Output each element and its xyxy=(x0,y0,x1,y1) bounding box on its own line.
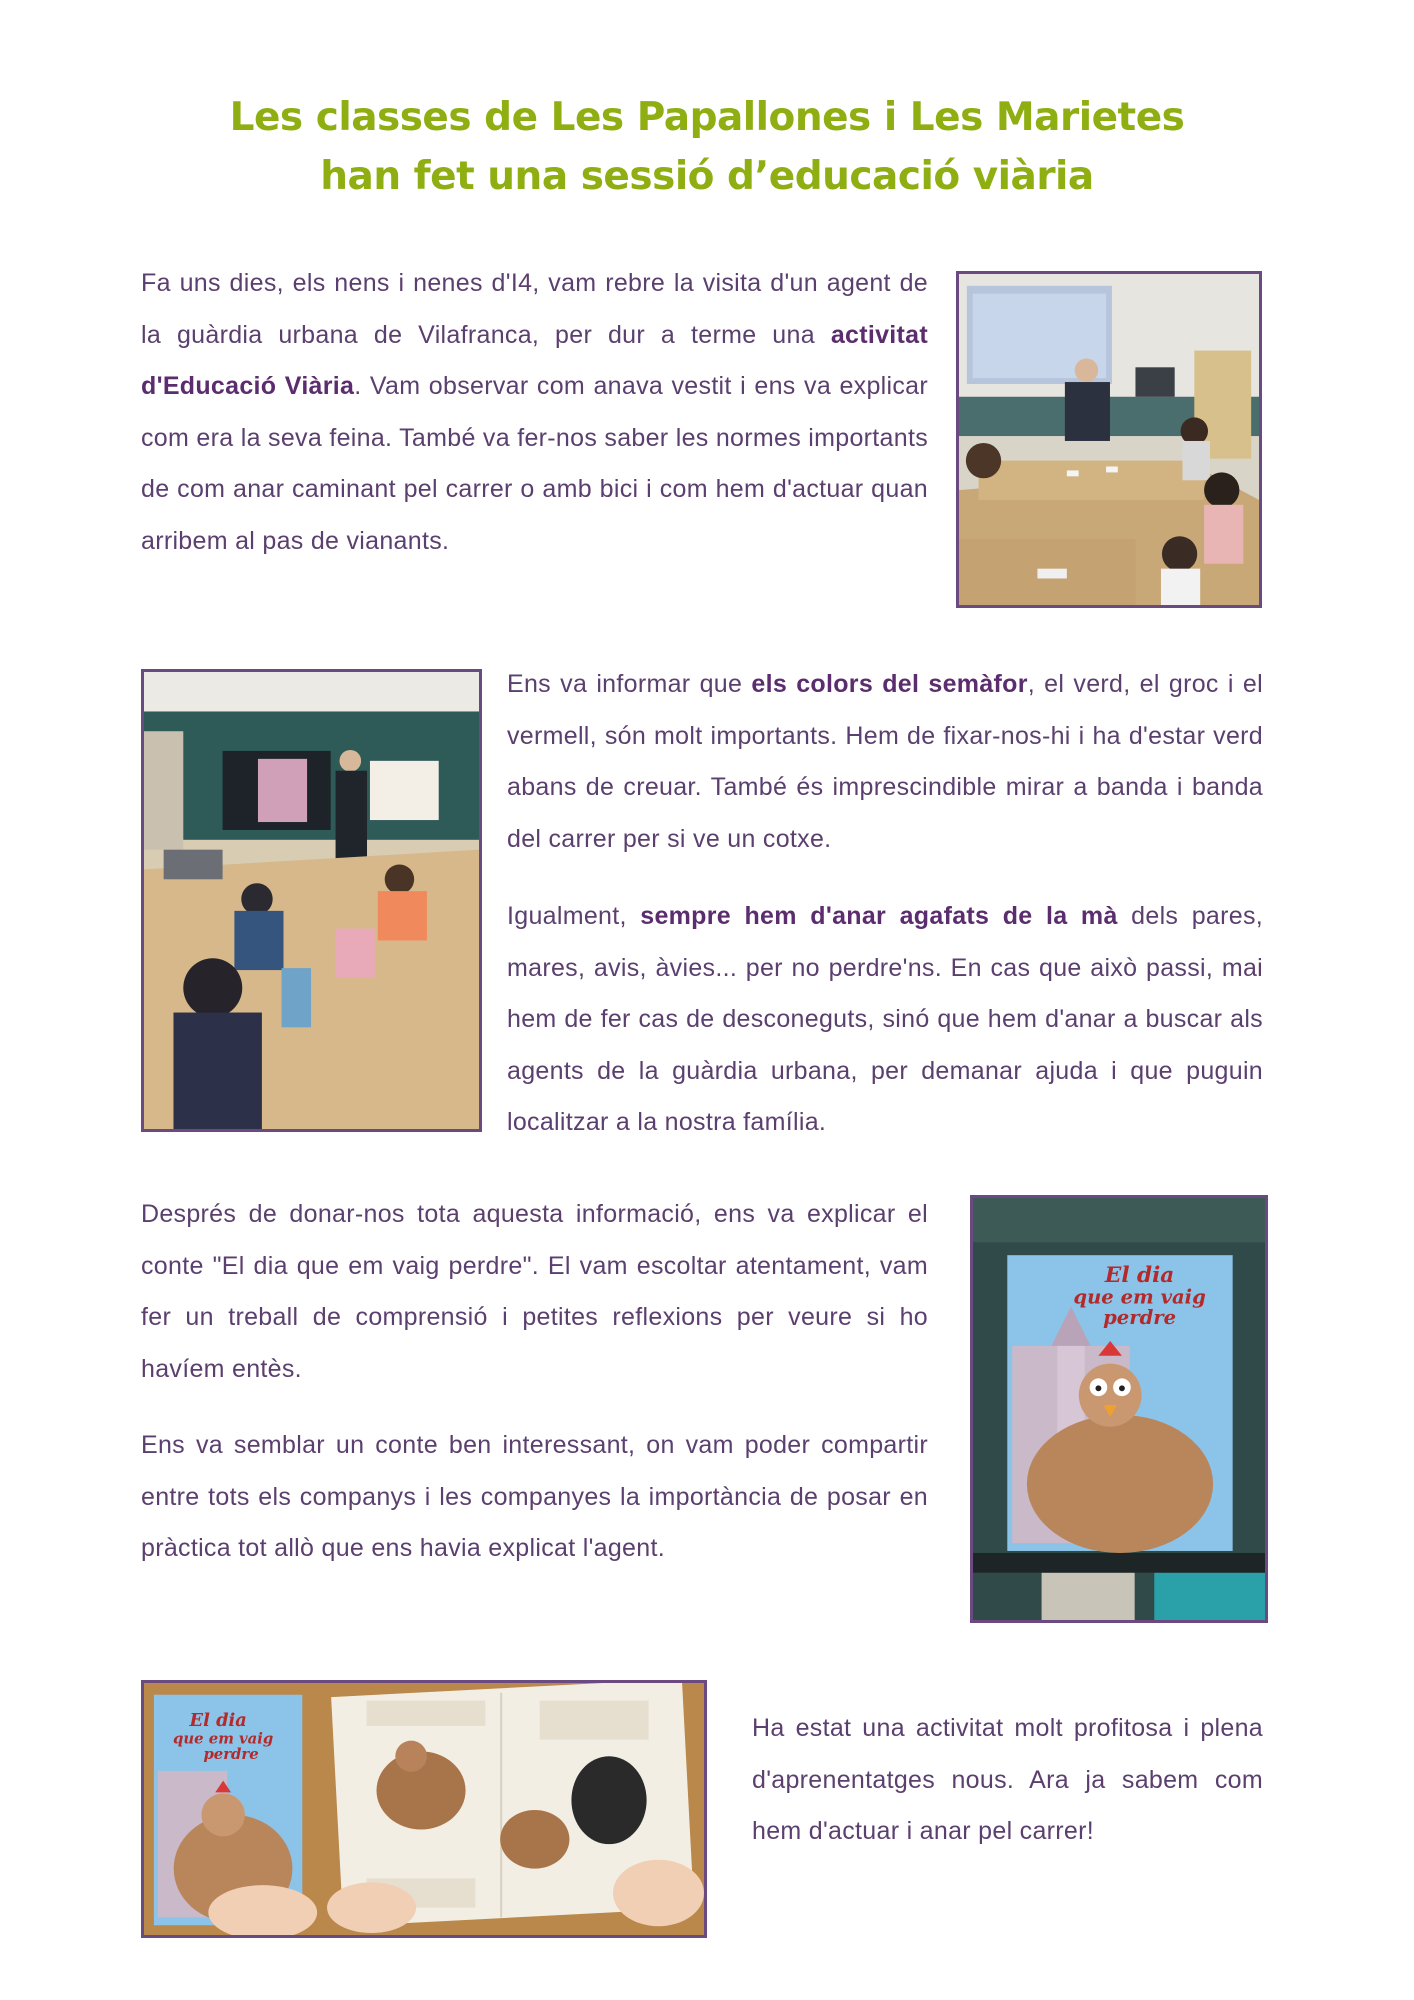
title-line-1: Les classes de Les Papallones i Les Marietes xyxy=(229,95,1185,140)
highlight-activity: activitat d'Educació Viària xyxy=(141,320,928,400)
highlight-hold-hands: sempre hem d'anar agafats de la mà xyxy=(640,902,1118,930)
paragraph-story: Després de donar-nos tota aquesta informació, ens va explicar el conte "El dia que em vaig perdre". El vam escoltar atentament, vam fer un treball de comprensió i petites reflexions per veure si ho havíem entès. xyxy=(141,1200,928,1383)
photo-open-book xyxy=(141,1680,707,1938)
photo-agent-presenting xyxy=(141,669,482,1132)
book-title-line-2: que em vaig xyxy=(1073,1285,1206,1309)
paragraph-hold-hands: Igualment, sempre hem d'anar agafats de la mà dels pares, mares, avis, àvies... per no perdre'ns. En cas que això passi, mai hem de fer cas de desconeguts, sinó que hem d'anar a buscar als agents de la guàrdia urbana, per demanar ajuda i que puguin localitzar a la nostra família. xyxy=(507,902,1264,1136)
open-book-title-line-1: El dia xyxy=(189,1710,247,1731)
highlight-traffic-lights: els colors del semàfor xyxy=(751,670,1028,698)
photo-book-on-screen xyxy=(970,1195,1268,1623)
title-line-2: han fet una sessió d’educació viària xyxy=(320,154,1094,199)
paragraph-conclusion: Ha estat una activitat molt profitosa i plena d'aprenentatges nous. Ara ja sabem com hem d'actuar i anar pel carrer! xyxy=(752,1714,1263,1845)
open-book-title-line-2: que em vaig xyxy=(173,1730,274,1748)
book-title-line-3: perdre xyxy=(1103,1306,1177,1330)
paragraph-intro: Fa uns dies, els nens i nenes d'I4, vam rebre la visita d'un agent de la guàrdia urbana de Vilafranca, per dur a terme una activitat d'Educació Viària. Vam observar com anava vestit i ens va explicar com era la seva feina. També va fer-nos saber les normes importants de com anar caminant pel carrer o amb bici i com hem d'actuar quan arribem al pas de vianants. xyxy=(141,269,928,555)
open-book-title-line-3: perdre xyxy=(203,1746,259,1764)
photo-agent-classroom xyxy=(956,271,1262,608)
paragraph-traffic-lights: Ens va informar que els colors del semàfor, el verd, el groc i el vermell, són molt importants. Hem de fixar-nos-hi i ha d'estar verd abans de creuar. També és imprescindible mirar a banda i banda del carrer per si ve un cotxe. xyxy=(507,670,1263,853)
page-title xyxy=(0,88,1414,206)
book-title-line-1: El dia xyxy=(1104,1262,1175,1288)
paragraph-interesting: Ens va semblar un conte ben interessant, on vam poder compartir entre tots els companys i les companyes la importància de posar en pràctica tot allò que ens havia explicat l'agent. xyxy=(141,1431,928,1562)
